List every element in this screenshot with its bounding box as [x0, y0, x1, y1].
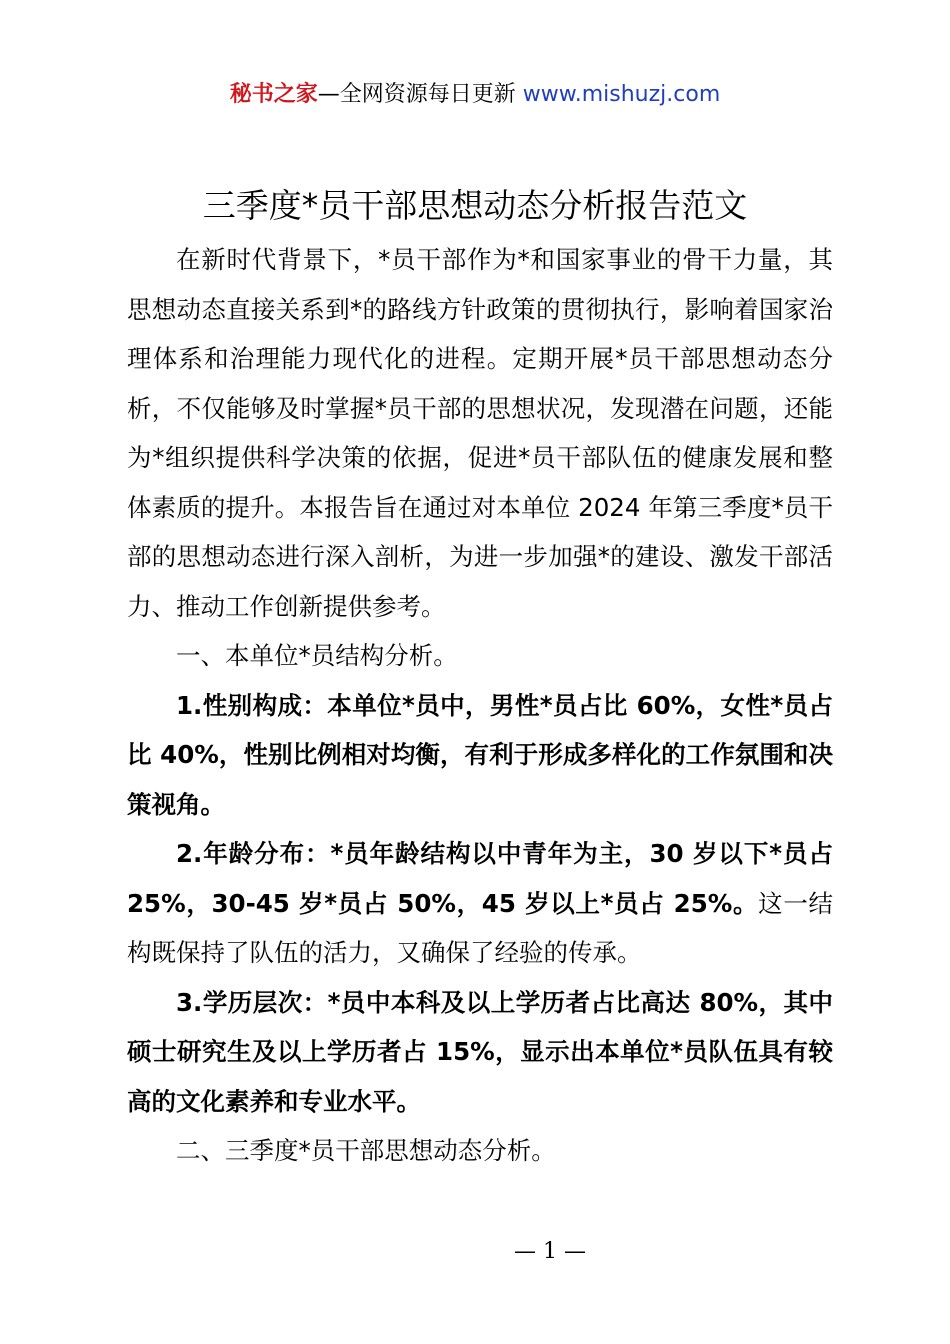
age-distribution-bold: 2.年龄分布：*员年龄结构以中青年为主，30 岁以下*员占 25%，30-45 岁*员占 50%，45 岁以上*员占 25%。	[127, 839, 833, 918]
header-tagline: —全网资源每日更新	[317, 82, 516, 107]
site-url-link[interactable]: www.mishuzj.com	[522, 82, 721, 107]
intro-paragraph: 在新时代背景下，*员干部作为*和国家事业的骨干力量，其思想动态直接关系到*的路线方针政策的贯彻执行，影响着国家治理体系和治理能力现代化的进程。定期开展*员干部思想动态分析，不仅能够及时掌握*员干部的思想状况，发现潜在问题，还能为*组织提供科学决策的依据，促进*员干部队伍的健康发展和整体素质的提升。本报告旨在通过对本单位 2024 年第三季度*员干部的思想动态进行深入剖析，为进一步加强*的建设、激发干部活力、推动工作创新提供参考。	[127, 245, 833, 621]
gender-composition-paragraph: 1.性别构成：本单位*员中，男性*员占比 60%，女性*员占比 40%，性别比例相对均衡，有利于形成多样化的工作氛围和决策视角。	[127, 690, 833, 819]
section-heading-2: 二、三季度*员干部思想动态分析。	[176, 1136, 556, 1165]
page-number: — 1 —	[514, 1239, 586, 1264]
document-body	[127, 235, 833, 1176]
age-distribution-note: 这一结构既保持了队伍的活力，又确保了经验的传承。	[127, 888, 834, 967]
site-header	[0, 80, 950, 110]
brand-name: 秘书之家	[229, 82, 318, 107]
age-distribution-paragraph	[127, 829, 833, 978]
document-title: 三季度*员干部思想动态分析报告范文	[202, 186, 748, 225]
education-level-paragraph: 3.学历层次：*员中本科及以上学历者占比高达 80%，其中硕士研究生及以上学历者占 15%，显示出本单位*员队伍具有较高的文化素养和专业水平。	[127, 987, 833, 1116]
section-heading-1: 一、本单位*员结构分析。	[176, 641, 458, 670]
